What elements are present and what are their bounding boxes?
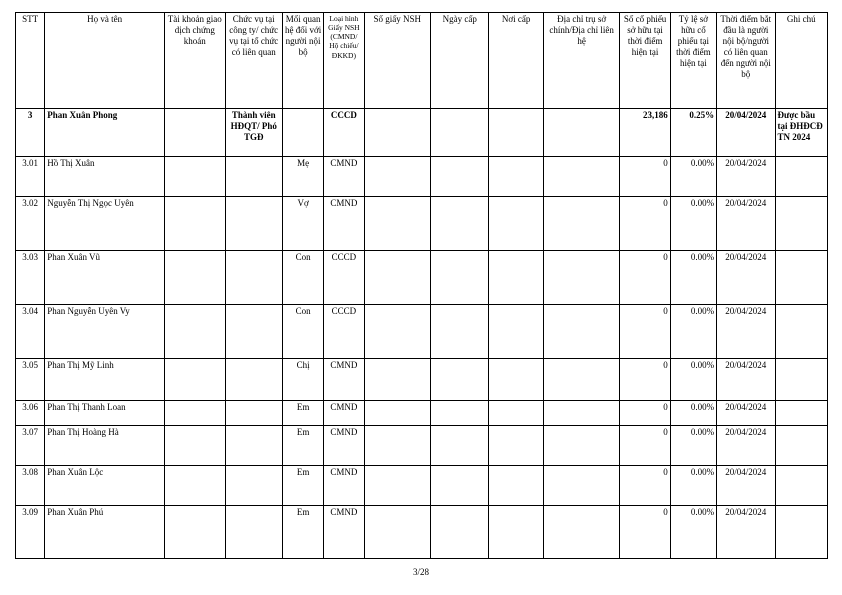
issue-date-cell (431, 157, 489, 197)
header-id-number: Số giấy NSH (364, 13, 430, 109)
note-cell (775, 401, 828, 426)
shares-cell: 0 (620, 305, 670, 359)
account-cell (165, 506, 225, 559)
id-number-cell (364, 401, 430, 426)
relation-cell: Em (282, 426, 323, 466)
name-cell: Phan Xuân Lộc (45, 466, 165, 506)
issue-place-cell (489, 426, 543, 466)
header-position: Chức vụ tại công ty/ chức vụ tại tổ chức có liên quan (225, 13, 282, 109)
start-date-cell: 20/04/2024 (717, 197, 775, 251)
id-type-cell: CMND (324, 401, 364, 426)
ratio-cell: 0.00% (670, 506, 716, 559)
start-date-cell: 20/04/2024 (717, 359, 775, 401)
stt-cell: 3.03 (16, 251, 45, 305)
note-cell (775, 359, 828, 401)
position-cell (225, 466, 282, 506)
name-cell: Phan Thị Hoàng Hà (45, 426, 165, 466)
stt-cell: 3.06 (16, 401, 45, 426)
id-type-cell: CCCD (324, 305, 364, 359)
ratio-cell: 0.25% (670, 109, 716, 157)
issue-date-cell (431, 401, 489, 426)
stt-cell: 3.04 (16, 305, 45, 359)
name-cell: Nguyễn Thị Ngọc Uyên (45, 197, 165, 251)
note-cell (775, 251, 828, 305)
stt-cell: 3.09 (16, 506, 45, 559)
shares-cell: 0 (620, 466, 670, 506)
stt-cell: 3.08 (16, 466, 45, 506)
relation-cell: Con (282, 305, 323, 359)
account-cell (165, 251, 225, 305)
id-type-cell: CMND (324, 426, 364, 466)
stt-cell: 3.01 (16, 157, 45, 197)
header-name: Họ và tên (45, 13, 165, 109)
note-cell (775, 506, 828, 559)
id-number-cell (364, 305, 430, 359)
table-row (16, 157, 828, 197)
table-row (16, 401, 828, 426)
issue-place-cell (489, 305, 543, 359)
address-cell (543, 197, 620, 251)
issue-place-cell (489, 401, 543, 426)
header-stt: STT (16, 13, 45, 109)
address-cell (543, 401, 620, 426)
issue-date-cell (431, 251, 489, 305)
account-cell (165, 426, 225, 466)
issue-place-cell (489, 157, 543, 197)
position-cell: Thành viên HĐQT/ Phó TGĐ (225, 109, 282, 157)
relation-cell: Em (282, 401, 323, 426)
id-number-cell (364, 197, 430, 251)
id-type-cell: CCCD (324, 251, 364, 305)
start-date-cell: 20/04/2024 (717, 251, 775, 305)
header-ratio: Tỷ lệ sở hữu cổ phiếu tại thời điểm hiện tại (670, 13, 716, 109)
relation-cell: Con (282, 251, 323, 305)
name-cell: Phan Thị Thanh Loan (45, 401, 165, 426)
shares-cell: 0 (620, 506, 670, 559)
position-cell (225, 251, 282, 305)
account-cell (165, 305, 225, 359)
ratio-cell: 0.00% (670, 359, 716, 401)
account-cell (165, 359, 225, 401)
ratio-cell: 0.00% (670, 157, 716, 197)
ratio-cell: 0.00% (670, 426, 716, 466)
position-cell (225, 359, 282, 401)
stt-cell: 3.07 (16, 426, 45, 466)
address-cell (543, 359, 620, 401)
header-shares: Số cổ phiếu sở hữu tại thời điểm hiện tại (620, 13, 670, 109)
ratio-cell: 0.00% (670, 251, 716, 305)
start-date-cell: 20/04/2024 (717, 426, 775, 466)
position-cell (225, 426, 282, 466)
note-cell (775, 426, 828, 466)
header-relation: Mối quan hệ đối với người nội bộ (282, 13, 323, 109)
id-type-cell: CMND (324, 157, 364, 197)
address-cell (543, 466, 620, 506)
position-cell (225, 305, 282, 359)
shares-cell: 0 (620, 157, 670, 197)
start-date-cell: 20/04/2024 (717, 305, 775, 359)
header-start-date: Thời điểm bắt đầu là người nội bộ/người có liên quan đến người nội bộ (717, 13, 775, 109)
id-number-cell (364, 251, 430, 305)
id-type-cell: CMND (324, 506, 364, 559)
header-issue-place: Nơi cấp (489, 13, 543, 109)
issue-place-cell (489, 359, 543, 401)
start-date-cell: 20/04/2024 (717, 109, 775, 157)
shares-cell: 0 (620, 426, 670, 466)
id-number-cell (364, 426, 430, 466)
stt-cell: 3.02 (16, 197, 45, 251)
id-number-cell (364, 466, 430, 506)
account-cell (165, 197, 225, 251)
relation-cell: Mẹ (282, 157, 323, 197)
issue-place-cell (489, 466, 543, 506)
address-cell (543, 157, 620, 197)
shares-cell: 0 (620, 359, 670, 401)
note-cell (775, 197, 828, 251)
id-number-cell (364, 109, 430, 157)
start-date-cell: 20/04/2024 (717, 157, 775, 197)
account-cell (165, 157, 225, 197)
header-issue-date: Ngày cấp (431, 13, 489, 109)
shares-cell: 0 (620, 251, 670, 305)
table-row (16, 426, 828, 466)
account-cell (165, 109, 225, 157)
ratio-cell: 0.00% (670, 466, 716, 506)
relation-cell: Em (282, 506, 323, 559)
issue-date-cell (431, 359, 489, 401)
account-cell (165, 401, 225, 426)
table-row (16, 197, 828, 251)
table-row (16, 251, 828, 305)
issue-date-cell (431, 506, 489, 559)
note-cell (775, 466, 828, 506)
issue-place-cell (489, 109, 543, 157)
account-cell (165, 466, 225, 506)
issue-place-cell (489, 251, 543, 305)
header-row (16, 13, 828, 109)
shares-cell: 0 (620, 197, 670, 251)
name-cell: Phan Xuân Vũ (45, 251, 165, 305)
position-cell (225, 157, 282, 197)
relation-cell: Em (282, 466, 323, 506)
name-cell: Phan Xuân Phú (45, 506, 165, 559)
note-cell: Được bầu tại ĐHĐCĐ TN 2024 (775, 109, 828, 157)
note-cell (775, 305, 828, 359)
issue-place-cell (489, 197, 543, 251)
table-row (16, 506, 828, 559)
issue-date-cell (431, 305, 489, 359)
ratio-cell: 0.00% (670, 305, 716, 359)
stt-cell: 3.05 (16, 359, 45, 401)
position-cell (225, 506, 282, 559)
table-row (16, 109, 828, 157)
issue-date-cell (431, 466, 489, 506)
table-row (16, 466, 828, 506)
address-cell (543, 426, 620, 466)
relation-cell (282, 109, 323, 157)
shares-cell: 23,186 (620, 109, 670, 157)
id-number-cell (364, 506, 430, 559)
table-row (16, 305, 828, 359)
ratio-cell: 0.00% (670, 401, 716, 426)
name-cell: Phan Thị Mỹ Linh (45, 359, 165, 401)
id-number-cell (364, 157, 430, 197)
id-type-cell: CCCD (324, 109, 364, 157)
shares-cell: 0 (620, 401, 670, 426)
id-number-cell (364, 359, 430, 401)
table-row (16, 359, 828, 401)
id-type-cell: CMND (324, 197, 364, 251)
id-type-cell: CMND (324, 359, 364, 401)
issue-date-cell (431, 197, 489, 251)
address-cell (543, 109, 620, 157)
name-cell: Phan Nguyễn Uyên Vy (45, 305, 165, 359)
start-date-cell: 20/04/2024 (717, 401, 775, 426)
address-cell (543, 305, 620, 359)
header-address: Địa chỉ trụ sở chính/Địa chỉ liên hệ (543, 13, 620, 109)
relation-cell: Chị (282, 359, 323, 401)
id-type-cell: CMND (324, 466, 364, 506)
name-cell: Hồ Thị Xuân (45, 157, 165, 197)
name-cell: Phan Xuân Phong (45, 109, 165, 157)
insider-table (15, 12, 828, 559)
stt-cell: 3 (16, 109, 45, 157)
start-date-cell: 20/04/2024 (717, 466, 775, 506)
header-note: Ghi chú (775, 13, 828, 109)
note-cell (775, 157, 828, 197)
issue-place-cell (489, 506, 543, 559)
issue-date-cell (431, 109, 489, 157)
header-trading-account: Tài khoản giao dịch chứng khoán (165, 13, 225, 109)
page-number: 3/28 (412, 567, 429, 577)
position-cell (225, 401, 282, 426)
address-cell (543, 251, 620, 305)
start-date-cell: 20/04/2024 (717, 506, 775, 559)
issue-date-cell (431, 426, 489, 466)
ratio-cell: 0.00% (670, 197, 716, 251)
address-cell (543, 506, 620, 559)
position-cell (225, 197, 282, 251)
header-id-type: Loại hình Giấy NSH (CMND/ Hộ chiếu/ ĐKKD) (324, 13, 364, 109)
relation-cell: Vợ (282, 197, 323, 251)
